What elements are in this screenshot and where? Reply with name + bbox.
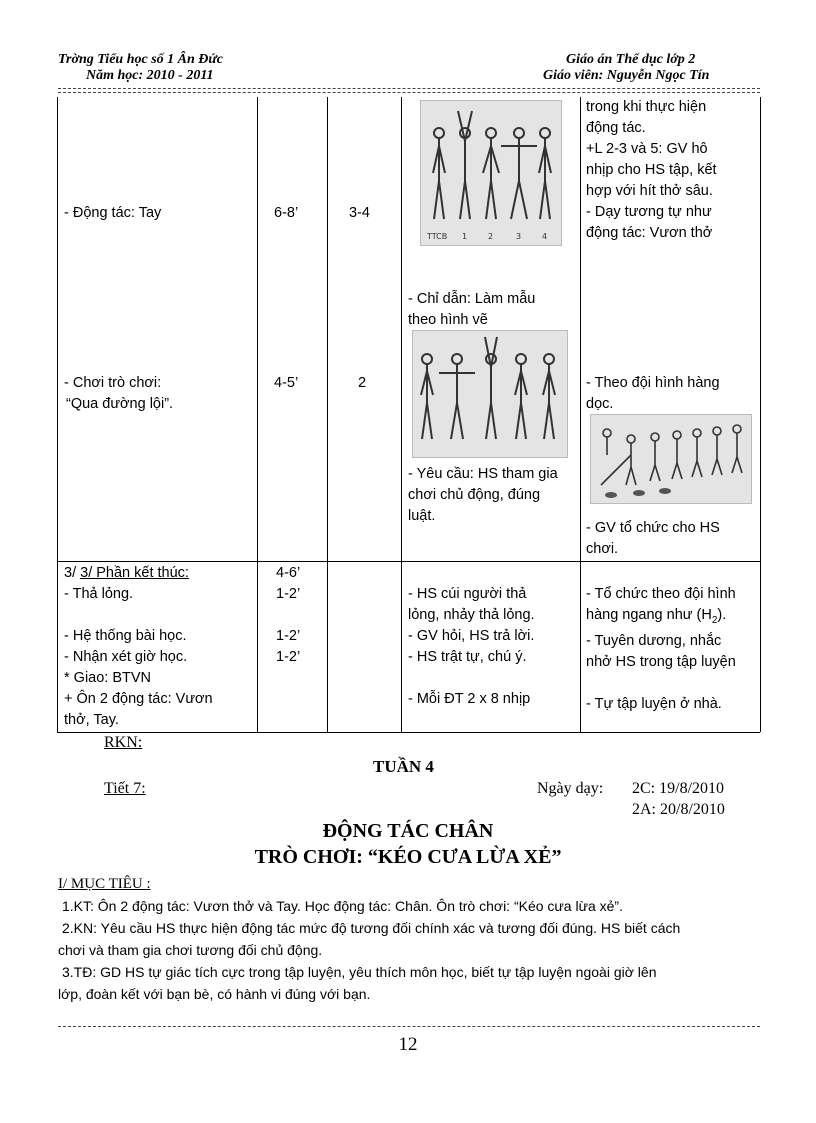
figure-label-ttcb: TTCB bbox=[427, 232, 448, 241]
method-game-formation: - Theo đội hình hàng dọc. bbox=[586, 375, 720, 412]
objective-skills-line2: chơi và tham gia chơi tương đối chủ động. bbox=[58, 942, 323, 958]
objective-skills-line1: 2.KN: Yêu cầu HS thực hiện động tác mức độ tương đối chính xác và tương đối đúng. HS biết cách bbox=[62, 920, 681, 936]
teach-date-2c: 2C: 19/8/2010 bbox=[632, 780, 725, 797]
lesson-title-1: ĐỘNG TÁC CHÂN bbox=[322, 820, 494, 842]
school-year: Năm học: 2010 - 2011 bbox=[86, 68, 214, 83]
content-arm-exercise: - Động tác: Tay bbox=[64, 205, 162, 221]
objectives-heading: I/ MỤC TIÊU : bbox=[58, 876, 151, 892]
reps-game: 2 bbox=[358, 375, 367, 391]
org-demo-instructions: - Chỉ dẫn: Làm mẫu theo hình vẽ bbox=[408, 291, 536, 328]
school-name: Trờng Tiểu học số 1 Ân Đức bbox=[58, 52, 223, 67]
game-formation-illustration bbox=[590, 414, 752, 504]
figure-label-2: 2 bbox=[488, 232, 494, 241]
method-arm-exercise: trong khi thực hiện động tác. +L 2-3 và 5: GV hô nhịp cho HS tập, kết hợp với hít thở sâu. - Dạy tương tự như động tác: Vươn thở bbox=[586, 99, 717, 241]
org-ending: - HS cúi người thả lỏng, nhảy thả lỏng. - GV hỏi, HS trả lời. - HS trật tự, chú ý. - Mỗi ĐT 2 x 8 nhịp bbox=[408, 586, 535, 707]
content-game: - Chơi trò chơi: “Qua đường lội”. bbox=[64, 375, 174, 412]
objective-knowledge: 1.KT: Ôn 2 động tác: Vươn thở và Tay. Học động tác: Chân. Ôn trò chơi: “Kéo cưa lừa xẻ”. bbox=[62, 898, 623, 914]
teach-date-2a: 2A: 20/8/2010 bbox=[632, 801, 725, 818]
demo-figure-illustration bbox=[412, 330, 568, 458]
arm-exercise-illustration bbox=[420, 100, 562, 246]
rkn-label: RKN: bbox=[104, 734, 143, 751]
page-number: 12 bbox=[398, 1034, 418, 1055]
objective-attitude-line1: 3.TĐ: GD HS tự giác tích cực trong tập luyện, yêu thích môn học, biết tự tập luyện ngoài giờ lên bbox=[62, 964, 657, 980]
org-game-requirements: - Yêu cầu: HS tham gia chơi chủ động, đúng luật. bbox=[408, 466, 558, 524]
week-title: TUẦN 4 bbox=[373, 757, 434, 776]
lesson-title-2: TRÒ CHƠI: “KÉO CƯA LỪA XẺ” bbox=[254, 846, 562, 868]
footer-divider bbox=[58, 1026, 760, 1027]
figure-label-3: 3 bbox=[516, 232, 522, 241]
header-divider-2 bbox=[58, 92, 760, 93]
objective-attitude-line2: lớp, đoàn kết với bạn bè, có hành vi đúng với bạn. bbox=[58, 986, 371, 1002]
subject-title: Giáo án Thể dục lớp 2 bbox=[566, 52, 696, 67]
figure-label-4: 4 bbox=[542, 232, 548, 241]
method-game-organize: - GV tổ chức cho HS chơi. bbox=[586, 520, 720, 557]
time-ending: 4-6’ 1-2’ 1-2’ 1-2’ bbox=[276, 565, 301, 665]
teacher-name: Giáo viên: Nguyễn Ngọc Tín bbox=[543, 68, 710, 83]
lesson-number: Tiết 7: bbox=[104, 780, 146, 797]
content-ending: 3/ 3/ Phần kết thúc: - Thả lỏng. - Hệ thống bài học. - Nhận xét giờ học. * Giao: BTVN + Ôn 2 động tác: Vươn thở, Tay. bbox=[64, 565, 213, 728]
figure-label-1: 1 bbox=[462, 232, 468, 241]
time-arm-exercise: 6-8’ bbox=[274, 205, 299, 221]
ending-heading: 3/ 3/ Phần kết thúc: bbox=[64, 565, 189, 581]
header-divider bbox=[58, 88, 760, 89]
time-game: 4-5’ bbox=[274, 375, 299, 391]
teach-day-label: Ngày dạy: bbox=[537, 780, 604, 797]
method-ending: - Tổ chức theo đội hình hàng ngang như $(H_2)$. - Tuyên dương, nhắc nhở HS trong tập luyện - Tự tập luyện ở nhà. bbox=[586, 586, 736, 712]
reps-arm-exercise: 3-4 bbox=[349, 205, 370, 221]
